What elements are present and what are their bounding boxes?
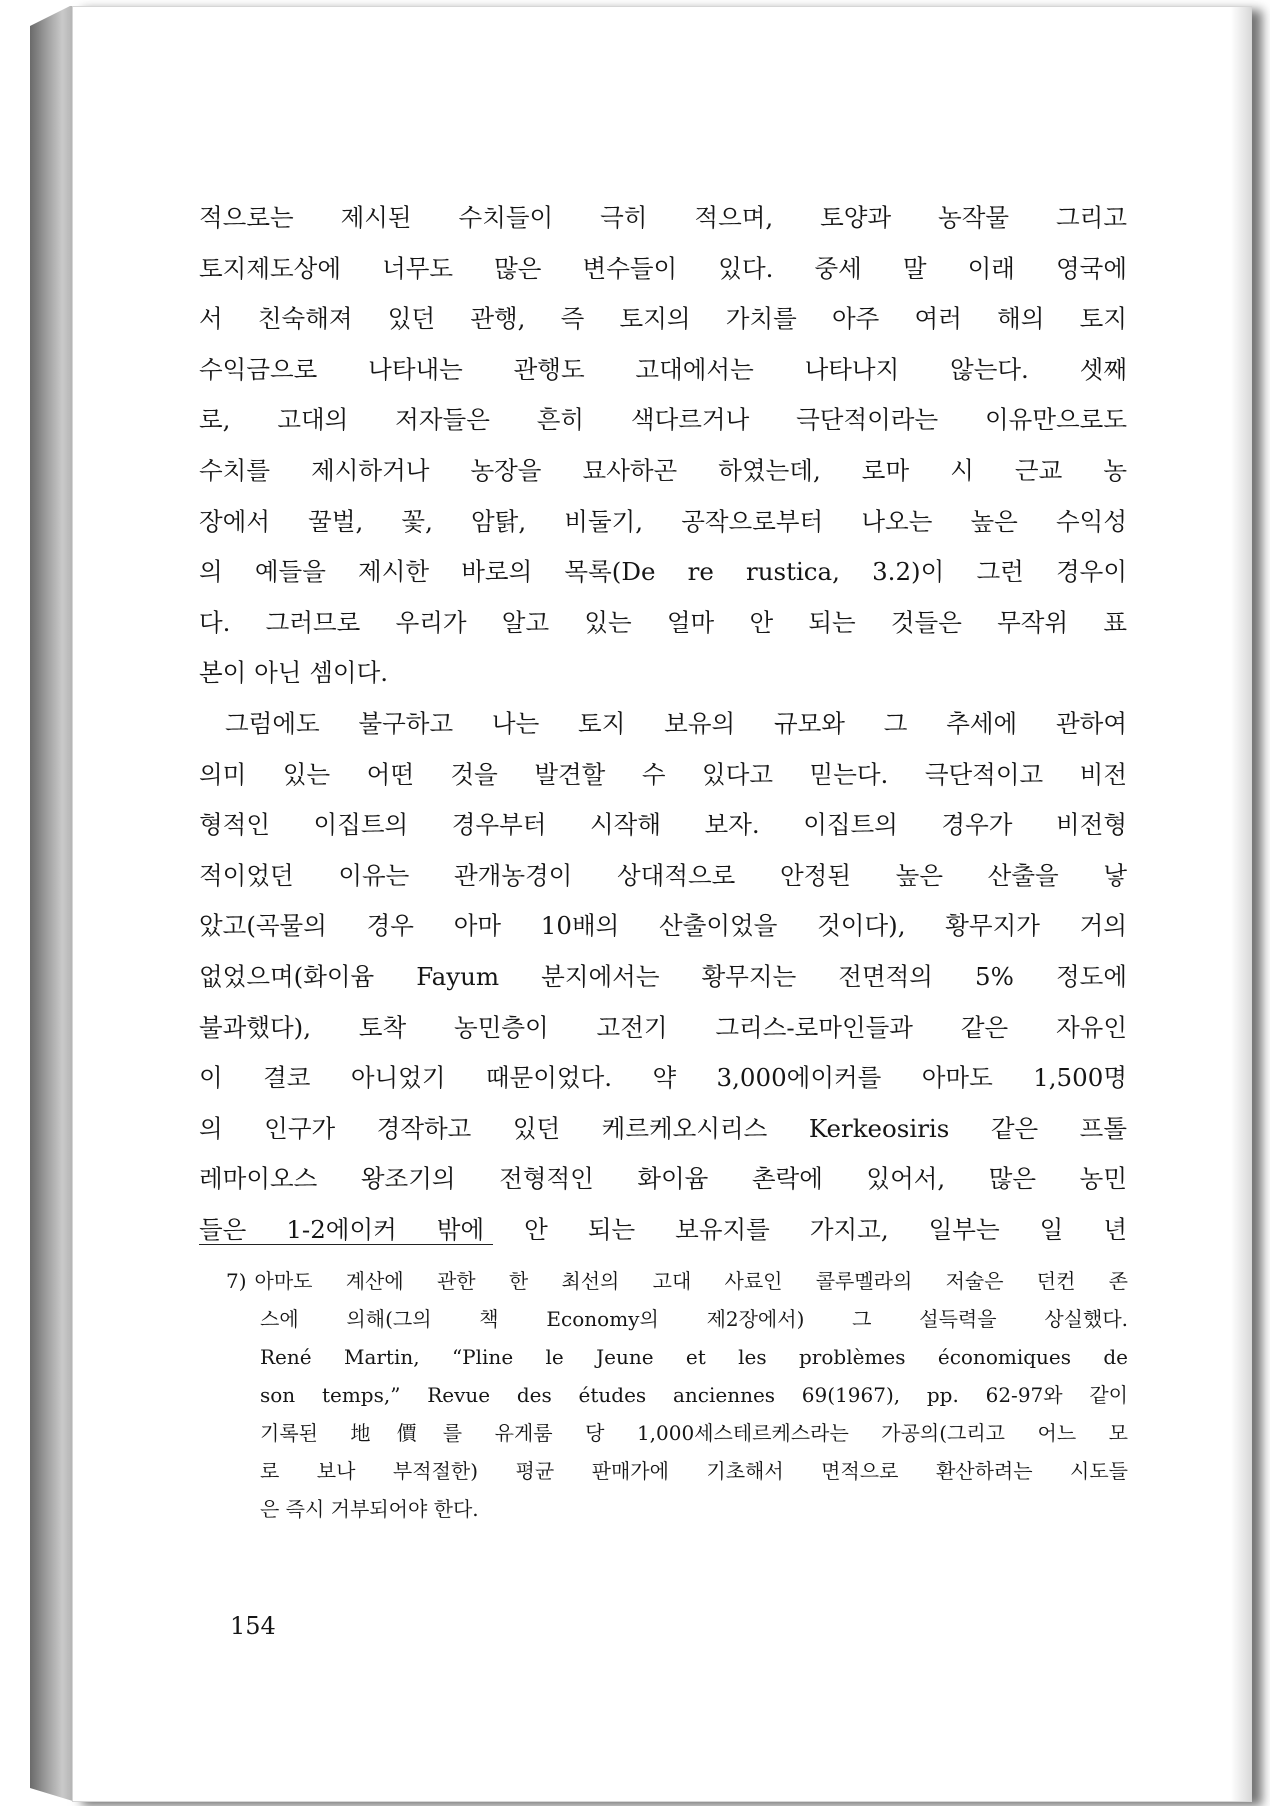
paragraph-start-line: 그럼에도 불구하고 나는 토지 보유의 규모와 그 추세에 관하여 — [225, 708, 1127, 738]
body-line: 다. 그러므로 우리가 알고 있는 얼마 안 되는 것들은 무작위 표 — [199, 607, 1127, 637]
body-line: 았고(곡물의 경우 아마 10배의 산출이었을 것이다), 황무지가 거의 — [199, 911, 1127, 941]
footnote-line: 로 보나 부적절한) 평균 판매가에 기초해서 면적으로 환산하려는 시도들 — [260, 1459, 1128, 1483]
book-page-edge — [30, 6, 76, 1802]
footnote-line — [226, 1262, 1128, 1300]
body-line: 의 예들을 제시한 바로의 목록(De re rustica, 3.2)이 그런 경우이 — [199, 557, 1127, 587]
body-line: 들은 1-2에이커 밖에 안 되는 보유지를 가지고, 일부는 일 년 — [199, 1214, 1127, 1244]
body-line: 적으로는 제시된 수치들이 극히 적으며, 토양과 농작물 그리고 — [199, 203, 1127, 232]
page-number: 154 — [230, 1612, 276, 1640]
body-line: 의 인구가 경작하고 있던 케르케오시리스 Kerkeosiris 같은 프톨 — [199, 1113, 1128, 1143]
footnote-line: son temps,” Revue des études anciennes 69(1967), pp. 62-97와 같이 — [260, 1383, 1128, 1407]
paragraph-end-line: 본이 아닌 셈이다. — [199, 658, 389, 688]
body-line: 수치를 제시하거나 농장을 묘사하곤 하였는데, 로마 시 근교 농 — [199, 455, 1127, 485]
footnote-line: 기록된 地價를 유게룸 당 1,000세스테르케스라는 가공의(그리고 어느 모 — [260, 1421, 1128, 1445]
footnote-text: 아마도 계산에 관한 한 최선의 고대 사료인 콜루멜라의 저술은 던컨 존 — [254, 1269, 1128, 1293]
page-edge-shadow — [1231, 7, 1251, 1801]
body-text — [199, 193, 1127, 1255]
body-line: 수익금으로 나타내는 관행도 고대에서는 나타나지 않는다. 셋째 — [199, 354, 1127, 384]
body-line: 적이었던 이유는 관개농경이 상대적으로 안정된 높은 산출을 낳 — [199, 860, 1127, 890]
body-line: 토지제도상에 너무도 많은 변수들이 있다. 중세 말 이래 영국에 — [199, 253, 1127, 283]
body-line: 장에서 꿀벌, 꽃, 암탉, 비둘기, 공작으로부터 나오는 높은 수익성 — [199, 506, 1127, 536]
body-line: 레마이오스 왕조기의 전형적인 화이윰 촌락에 있어서, 많은 농민 — [199, 1164, 1127, 1194]
footnote-line: René Martin, “Pline le Jeune et les problèmes économiques de — [260, 1345, 1128, 1369]
body-line: 이 결코 아니었기 때문이었다. 약 3,000에이커를 아마도 1,500명 — [199, 1063, 1127, 1093]
footnote-line: 은 즉시 거부되어야 한다. — [260, 1497, 479, 1521]
footnote — [226, 1262, 1128, 1528]
body-line: 없었으며(화이윰 Fayum 분지에서는 황무지는 전면적의 5% 정도에 — [199, 961, 1127, 991]
body-line: 불과했다), 토착 농민층이 고전기 그리스-로마인들과 같은 자유인 — [199, 1012, 1127, 1042]
footnote-separator — [199, 1244, 493, 1245]
body-line: 로, 고대의 저자들은 흔히 색다르거나 극단적이라는 이유만으로도 — [199, 405, 1127, 435]
body-line: 서 친숙해져 있던 관행, 즉 토지의 가치를 아주 여러 해의 토지 — [199, 304, 1127, 334]
body-line: 형적인 이집트의 경우부터 시작해 보자. 이집트의 경우가 비전형 — [199, 810, 1127, 840]
body-line: 의미 있는 어떤 것을 발견할 수 있다고 믿는다. 극단적이고 비전 — [199, 759, 1127, 789]
footnote-line: 스에 의해(그의 책 Economy의 제2장에서) 그 설득력을 상실했다. — [260, 1307, 1128, 1331]
footnote-marker: 7) — [226, 1269, 247, 1293]
